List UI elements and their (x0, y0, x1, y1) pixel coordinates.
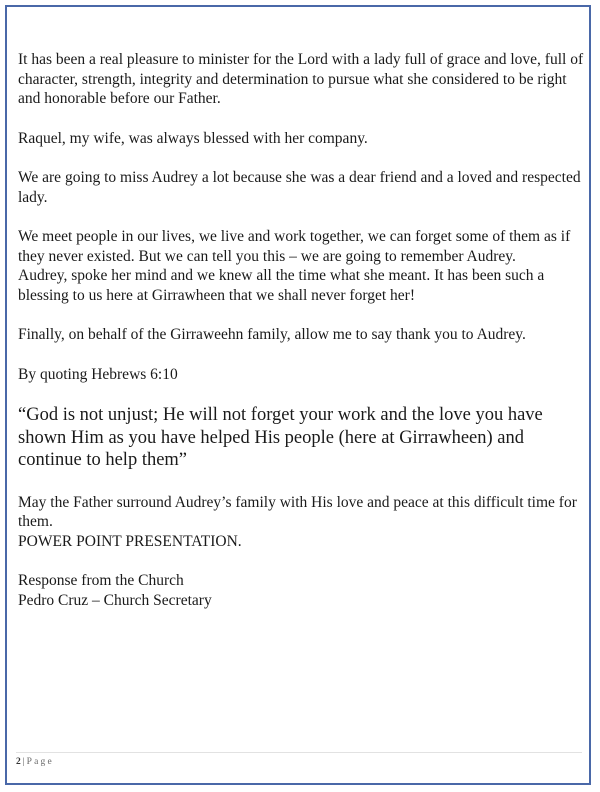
page-number: 2 (16, 757, 21, 767)
paragraph-raquel: Raquel, my wife, was always blessed with her company. (18, 129, 368, 147)
document-body (18, 50, 586, 610)
paragraph-miss-audrey: We are going to miss Audrey a lot because she was a dear friend and a loved and respected lady. (18, 169, 581, 206)
page-label: Page (26, 757, 54, 767)
paragraph-spoke-mind: Audrey, spoke her mind and we knew all the time what she meant. It has been such a blessing to us here at Girrawheen that we shall never forget her! (18, 267, 545, 304)
paragraph-presentation: POWER POINT PRESENTATION. (18, 532, 242, 550)
paragraph-remember: We meet people in our lives, we live and work together, we can forget some of them as if they never existed. But we can tell you this – we are going to remember Audrey. (18, 228, 571, 265)
paragraph-hebrews-ref: By quoting Hebrews 6:10 (18, 365, 178, 383)
paragraph-tribute: It has been a real pleasure to minister for the Lord with a lady full of grace and love, full of character, strength, integrity and determination to pursue what she considered to be right and honorable before our Father. (18, 51, 584, 107)
signature-line: Pedro Cruz – Church Secretary (18, 591, 212, 609)
paragraph-thank-you: Finally, on behalf of the Girraweehn family, allow me to say thank you to Audrey. (18, 326, 526, 343)
page-footer (16, 752, 582, 767)
footer-separator: | (22, 757, 25, 767)
scripture-quote: “God is not unjust; He will not forget your work and the love you have shown Him as you have helped His people (here at Girrawheen) and continue to help them” (18, 405, 543, 470)
paragraph-blessing: May the Father surround Audrey’s family with His love and peace at this difficult time for them. (18, 493, 577, 530)
response-heading: Response from the Church (18, 572, 184, 589)
